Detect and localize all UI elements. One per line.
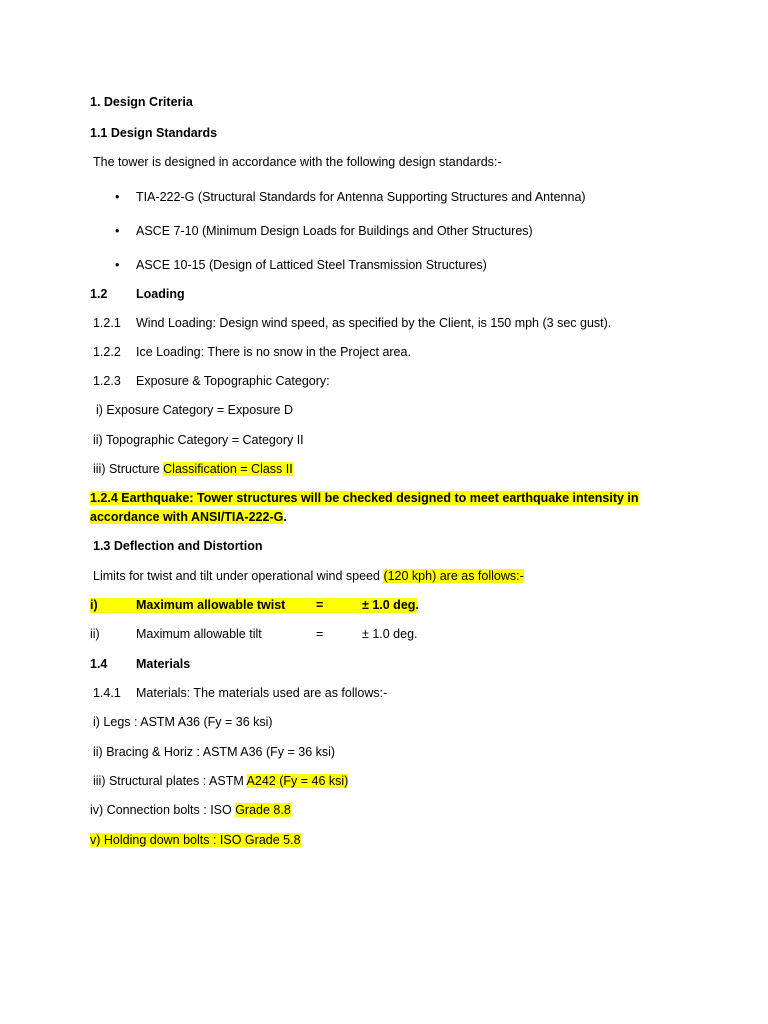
standard-item: ASCE 10-15 (Design of Latticed Steel Transmission Structures) bbox=[136, 258, 487, 272]
exposure-category: i) Exposure Category = Exposure D bbox=[96, 403, 293, 417]
highlighted-text: accordance with ANSI/TIA-222-G bbox=[90, 510, 284, 524]
row-label: Maximum allowable twist bbox=[136, 598, 286, 612]
structure-prefix: iii) Structure bbox=[93, 462, 164, 476]
structure-classification bbox=[93, 462, 293, 477]
item-number: 1.4.1 bbox=[93, 686, 121, 700]
highlighted-text: (120 kph) are as follows:- bbox=[383, 569, 524, 583]
highlighted-text: v) Holding down bolts : ISO Grade 5.8 bbox=[90, 833, 301, 847]
highlighted-text: Classification = Class II bbox=[163, 462, 293, 476]
topographic-category: ii) Topographic Category = Category II bbox=[93, 433, 304, 447]
material-connection-bolts bbox=[90, 803, 291, 818]
heading-design-criteria: 1. Design Criteria bbox=[90, 95, 193, 109]
highlighted-text: Grade 8.8 bbox=[235, 803, 291, 817]
standards-intro: The tower is designed in accordance with the following design standards:- bbox=[93, 155, 502, 169]
row-label: Maximum allowable tilt bbox=[136, 627, 262, 641]
limits-prefix: Limits for twist and tilt under operational wind speed bbox=[93, 569, 384, 583]
heading-loading: Loading bbox=[136, 287, 185, 301]
item-number: 1.2.2 bbox=[93, 345, 121, 359]
highlighted-text: 1.2.4 Earthquake: Tower structures will be checked designed to meet earthquake intensity in bbox=[90, 491, 639, 505]
section-number: 1.2 bbox=[90, 287, 108, 301]
heading-design-standards: 1.1 Design Standards bbox=[90, 126, 218, 140]
material-legs: i) Legs : ASTM A36 (Fy = 36 ksi) bbox=[93, 715, 273, 729]
material-bracing: ii) Bracing & Horiz : ASTM A36 (Fy = 36 ksi) bbox=[93, 745, 336, 759]
standard-item: TIA-222-G (Structural Standards for Antenna Supporting Structures and Antenna) bbox=[136, 190, 586, 204]
deflection-limits bbox=[93, 569, 524, 584]
material-holding-bolts bbox=[90, 833, 301, 848]
bolts-prefix: iv) Connection bolts : ISO bbox=[90, 803, 236, 817]
earthquake-line bbox=[90, 510, 287, 525]
section-number: 1.4 bbox=[90, 657, 108, 671]
earthquake-end: . bbox=[283, 510, 287, 524]
wind-loading: Wind Loading: Design wind speed, as specified by the Client, is 150 mph (3 sec gust). bbox=[136, 316, 612, 330]
exposure-topographic: Exposure & Topographic Category: bbox=[136, 374, 330, 388]
row-value: ± 1.0 deg. bbox=[362, 627, 418, 641]
item-number: 1.2.3 bbox=[93, 374, 121, 388]
ice-loading: Ice Loading: There is no snow in the Project area. bbox=[136, 345, 411, 359]
earthquake-line bbox=[90, 491, 639, 506]
material-plates bbox=[93, 774, 348, 789]
item-number: 1.2.1 bbox=[93, 316, 121, 330]
row-value: ± 1.0 deg. bbox=[362, 598, 419, 612]
row-index: ii) bbox=[90, 627, 100, 641]
standard-item: ASCE 7-10 (Minimum Design Loads for Buildings and Other Structures) bbox=[136, 224, 533, 238]
row-index: i) bbox=[90, 598, 98, 612]
row-equals: = bbox=[316, 627, 324, 641]
bullet-icon: • bbox=[115, 190, 120, 204]
materials-intro: Materials: The materials used are as follows:- bbox=[136, 686, 388, 700]
row-equals: = bbox=[316, 598, 324, 612]
bullet-icon: • bbox=[115, 258, 120, 272]
heading-materials: Materials bbox=[136, 657, 191, 671]
bullet-icon: • bbox=[115, 224, 120, 238]
plates-prefix: iii) Structural plates : ASTM bbox=[93, 774, 247, 788]
highlighted-text: A242 (Fy = 46 ksi) bbox=[246, 774, 349, 788]
heading-deflection: 1.3 Deflection and Distortion bbox=[93, 539, 263, 553]
